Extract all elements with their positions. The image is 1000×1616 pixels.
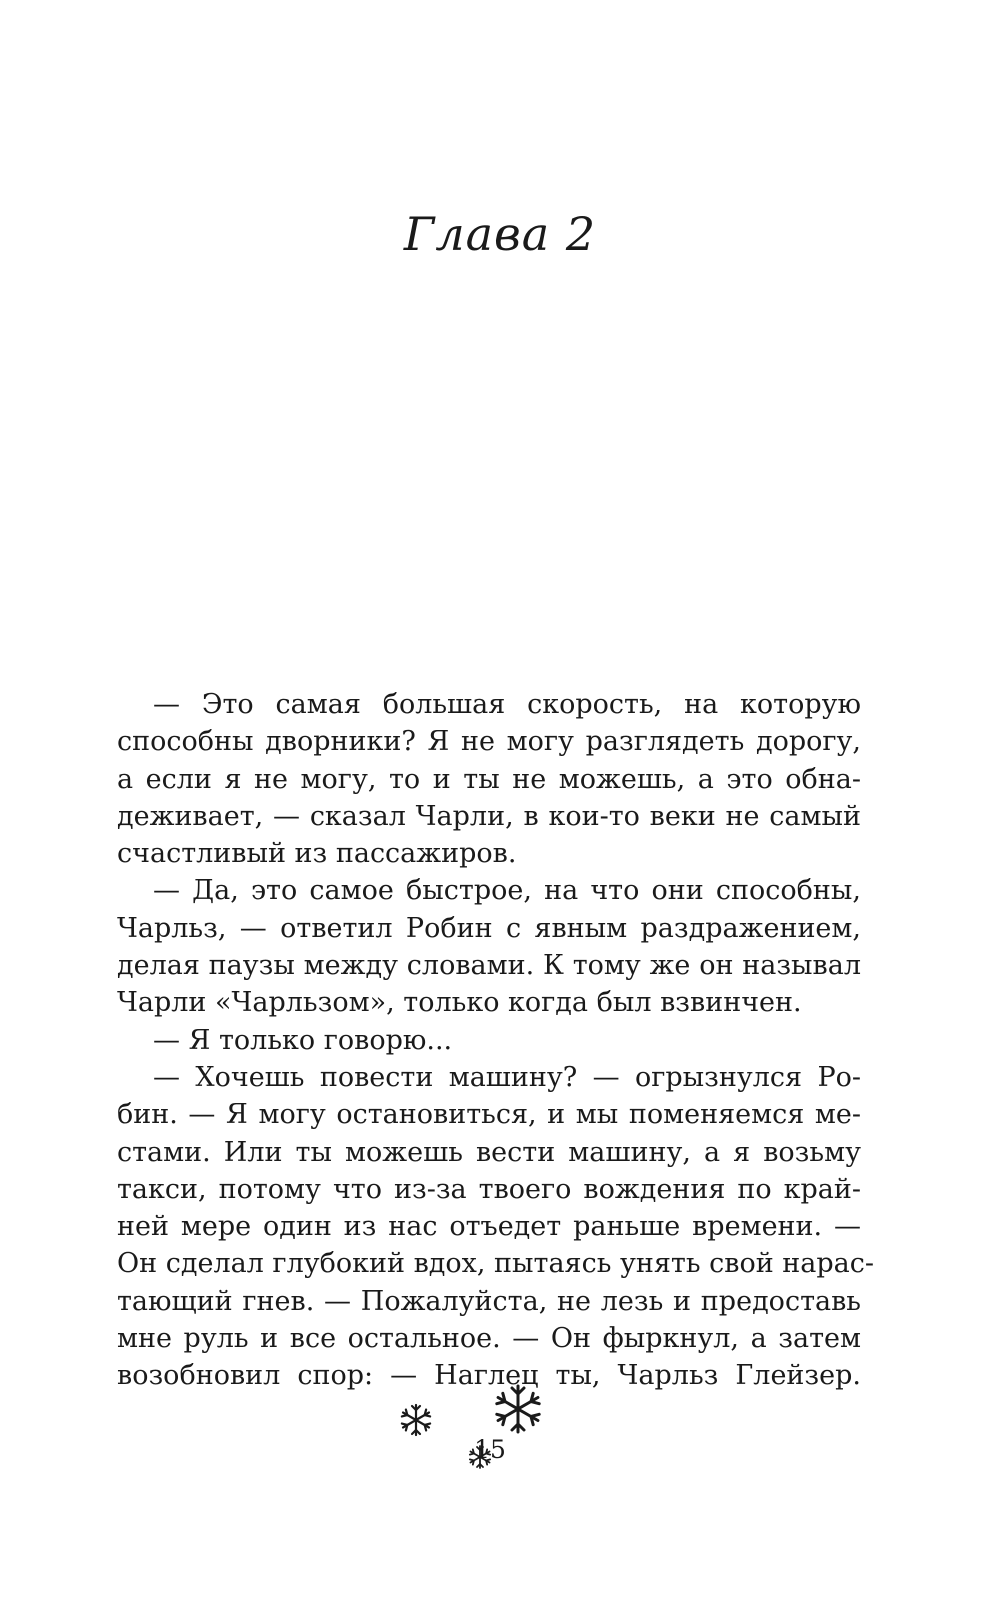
text-line: — Да, это самое быстрое, на что они способны, bbox=[153, 875, 861, 907]
text-line: возобновил спор: — Наглец ты, Чарльз Глейзер. bbox=[117, 1360, 861, 1392]
text-line: тающий гнев. — Пожалуйста, не лезь и предоставь bbox=[117, 1285, 861, 1317]
snowflake-icon bbox=[398, 1402, 434, 1438]
text-line: такси, потому что из-за твоего вождения по край- bbox=[117, 1173, 861, 1205]
text-line: Он сделал глубокий вдох, пытаясь унять свой нарас- bbox=[117, 1248, 875, 1280]
text-line: стами. Или ты можешь вести машину, а я возьму bbox=[117, 1136, 861, 1168]
text-line: Чарльз, — ответил Робин с явным раздражением, bbox=[117, 912, 861, 944]
text-line: а если я не могу, то и ты не можешь, а это обна- bbox=[117, 763, 861, 795]
snowflake-icon bbox=[492, 1383, 544, 1435]
text-line: — Хочешь повести машину? — огрызнулся Ро- bbox=[153, 1061, 861, 1093]
text-line: способны дворники? Я не могу разглядеть дорогу, bbox=[117, 726, 861, 758]
text-line: счастливый из пассажиров. bbox=[117, 838, 517, 870]
page-number: 15 bbox=[474, 1435, 506, 1464]
chapter-title: Глава 2 bbox=[403, 207, 597, 261]
body-text bbox=[117, 686, 875, 1395]
text-line: — Это самая большая скорость, на которую bbox=[153, 689, 861, 720]
snowflake-icon bbox=[467, 1444, 493, 1470]
text-line: — Я только говорю... bbox=[153, 1024, 453, 1056]
text-line: Чарли «Чарльзом», только когда был взвинчен. bbox=[117, 987, 802, 1019]
text-line: бин. — Я могу остановиться, и мы поменяемся ме- bbox=[117, 1099, 861, 1131]
text-line: деживает, — сказал Чарли, в кои-то веки не самый bbox=[117, 800, 861, 832]
text-line: мне руль и все остальное. — Он фыркнул, а затем bbox=[117, 1323, 861, 1355]
text-line: делая паузы между словами. К тому же он называл bbox=[117, 950, 861, 982]
text-line: ней мере один из нас отъедет раньше времени. — bbox=[117, 1211, 861, 1243]
